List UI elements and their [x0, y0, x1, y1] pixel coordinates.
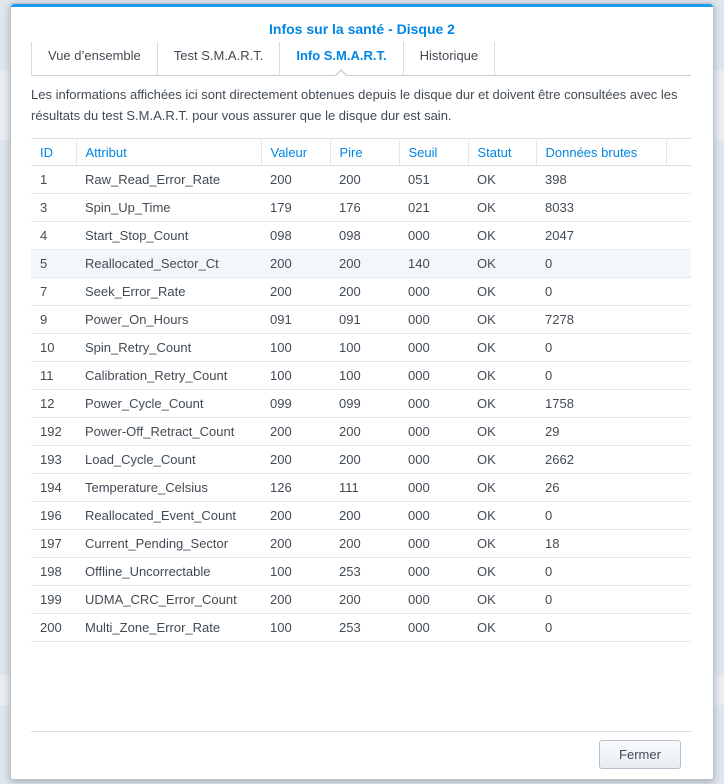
- cell-raw-data: 0: [536, 614, 666, 642]
- cell-status: OK: [468, 194, 536, 222]
- header-col-id[interactable]: ID: [31, 139, 76, 166]
- cell-worst: 176: [330, 194, 399, 222]
- cell-attribute: Calibration_Retry_Count: [76, 362, 261, 390]
- cell-attribute: Reallocated_Sector_Ct: [76, 250, 261, 278]
- cell-status: OK: [468, 586, 536, 614]
- cell-threshold: 000: [399, 586, 468, 614]
- cell-status: OK: [468, 474, 536, 502]
- cell-id: 4: [31, 222, 76, 250]
- cell-attribute: Temperature_Celsius: [76, 474, 261, 502]
- cell-id: 9: [31, 306, 76, 334]
- header-col-threshold[interactable]: Seuil: [399, 139, 468, 166]
- cell-threshold: 000: [399, 306, 468, 334]
- smart-table-container: [31, 138, 691, 642]
- cell-value: 091: [261, 306, 330, 334]
- cell-spacer: [666, 502, 691, 530]
- cell-worst: 200: [330, 530, 399, 558]
- cell-raw-data: 0: [536, 278, 666, 306]
- table-row[interactable]: [31, 586, 691, 614]
- cell-threshold: 000: [399, 614, 468, 642]
- cell-raw-data: 0: [536, 334, 666, 362]
- cell-attribute: Power-Off_Retract_Count: [76, 418, 261, 446]
- cell-value: 126: [261, 474, 330, 502]
- cell-value: 100: [261, 334, 330, 362]
- cell-raw-data: 398: [536, 166, 666, 194]
- cell-value: 100: [261, 362, 330, 390]
- cell-raw-data: 0: [536, 586, 666, 614]
- header-spacer: [666, 139, 691, 166]
- cell-status: OK: [468, 166, 536, 194]
- cell-spacer: [666, 586, 691, 614]
- cell-value: 200: [261, 446, 330, 474]
- table-row[interactable]: [31, 558, 691, 586]
- cell-status: OK: [468, 334, 536, 362]
- cell-worst: 100: [330, 334, 399, 362]
- cell-value: 098: [261, 222, 330, 250]
- cell-spacer: [666, 278, 691, 306]
- cell-spacer: [666, 306, 691, 334]
- cell-spacer: [666, 530, 691, 558]
- cell-threshold: 000: [399, 418, 468, 446]
- cell-attribute: UDMA_CRC_Error_Count: [76, 586, 261, 614]
- cell-id: 194: [31, 474, 76, 502]
- cell-raw-data: 26: [536, 474, 666, 502]
- table-row[interactable]: [31, 362, 691, 390]
- cell-worst: 253: [330, 558, 399, 586]
- cell-value: 200: [261, 250, 330, 278]
- table-row[interactable]: [31, 222, 691, 250]
- cell-attribute: Seek_Error_Rate: [76, 278, 261, 306]
- cell-id: 10: [31, 334, 76, 362]
- cell-value: 200: [261, 530, 330, 558]
- cell-value: 200: [261, 418, 330, 446]
- cell-attribute: Raw_Read_Error_Rate: [76, 166, 261, 194]
- cell-spacer: [666, 222, 691, 250]
- cell-id: 199: [31, 586, 76, 614]
- cell-attribute: Multi_Zone_Error_Rate: [76, 614, 261, 642]
- cell-attribute: Power_On_Hours: [76, 306, 261, 334]
- cell-id: 198: [31, 558, 76, 586]
- cell-raw-data: 2662: [536, 446, 666, 474]
- cell-threshold: 000: [399, 390, 468, 418]
- cell-worst: 111: [330, 474, 399, 502]
- header-col-worst[interactable]: Pire: [330, 139, 399, 166]
- cell-status: OK: [468, 502, 536, 530]
- table-row[interactable]: [31, 334, 691, 362]
- cell-raw-data: 1758: [536, 390, 666, 418]
- cell-spacer: [666, 166, 691, 194]
- tab-smart-test[interactable]: Test S.M.A.R.T.: [158, 42, 281, 75]
- cell-spacer: [666, 418, 691, 446]
- cell-value: 100: [261, 558, 330, 586]
- cell-spacer: [666, 334, 691, 362]
- cell-spacer: [666, 194, 691, 222]
- cell-status: OK: [468, 306, 536, 334]
- header-col-attribute[interactable]: Attribut: [76, 139, 261, 166]
- cell-worst: 200: [330, 446, 399, 474]
- cell-threshold: 000: [399, 334, 468, 362]
- cell-worst: 200: [330, 418, 399, 446]
- description-text: Les informations affichées ici sont directement obtenues depuis le disque dur et doivent être consultées avec les résultats du test S.M.A.R.T. pour vous assurer que le disque dur est sain.: [31, 87, 678, 123]
- cell-spacer: [666, 362, 691, 390]
- cell-attribute: Offline_Uncorrectable: [76, 558, 261, 586]
- cell-id: 200: [31, 614, 76, 642]
- cell-status: OK: [468, 530, 536, 558]
- cell-threshold: 051: [399, 166, 468, 194]
- cell-id: 1: [31, 166, 76, 194]
- table-row[interactable]: [31, 474, 691, 502]
- cell-worst: 200: [330, 166, 399, 194]
- cell-threshold: 000: [399, 446, 468, 474]
- table-row[interactable]: [31, 614, 691, 642]
- cell-threshold: 000: [399, 222, 468, 250]
- cell-value: 179: [261, 194, 330, 222]
- cell-spacer: [666, 250, 691, 278]
- tab-bar: [31, 42, 691, 76]
- header-col-value[interactable]: Valeur: [261, 139, 330, 166]
- table-row[interactable]: [31, 278, 691, 306]
- table-header-row: [31, 139, 691, 166]
- close-button[interactable]: Fermer: [599, 740, 681, 769]
- cell-threshold: 000: [399, 362, 468, 390]
- cell-spacer: [666, 558, 691, 586]
- cell-status: OK: [468, 558, 536, 586]
- cell-id: 196: [31, 502, 76, 530]
- cell-worst: 099: [330, 390, 399, 418]
- cell-value: 099: [261, 390, 330, 418]
- cell-status: OK: [468, 222, 536, 250]
- tab-history[interactable]: Historique: [404, 42, 496, 75]
- cell-raw-data: 0: [536, 250, 666, 278]
- cell-status: OK: [468, 362, 536, 390]
- dialog-title: Infos sur la santé - Disque 2: [11, 4, 713, 40]
- table-row[interactable]: [31, 166, 691, 194]
- cell-value: 200: [261, 502, 330, 530]
- cell-attribute: Current_Pending_Sector: [76, 530, 261, 558]
- cell-spacer: [666, 446, 691, 474]
- cell-threshold: 021: [399, 194, 468, 222]
- cell-value: 200: [261, 278, 330, 306]
- cell-status: OK: [468, 418, 536, 446]
- smart-attributes-table: [31, 138, 691, 642]
- cell-status: OK: [468, 614, 536, 642]
- cell-raw-data: 2047: [536, 222, 666, 250]
- table-row[interactable]: [31, 418, 691, 446]
- cell-id: 192: [31, 418, 76, 446]
- cell-status: OK: [468, 390, 536, 418]
- cell-status: OK: [468, 278, 536, 306]
- health-info-dialog: [10, 3, 714, 780]
- cell-raw-data: 0: [536, 502, 666, 530]
- cell-raw-data: 0: [536, 362, 666, 390]
- cell-threshold: 140: [399, 250, 468, 278]
- tab-overview[interactable]: Vue d’ensemble: [31, 42, 158, 75]
- cell-threshold: 000: [399, 502, 468, 530]
- table-row[interactable]: [31, 306, 691, 334]
- tab-smart-info[interactable]: Info S.M.A.R.T.: [280, 42, 403, 75]
- cell-attribute: Power_Cycle_Count: [76, 390, 261, 418]
- cell-worst: 200: [330, 502, 399, 530]
- cell-raw-data: 29: [536, 418, 666, 446]
- cell-raw-data: 18: [536, 530, 666, 558]
- cell-raw-data: 7278: [536, 306, 666, 334]
- cell-worst: 200: [330, 278, 399, 306]
- cell-spacer: [666, 390, 691, 418]
- cell-status: OK: [468, 446, 536, 474]
- cell-id: 3: [31, 194, 76, 222]
- table-body: [31, 166, 691, 642]
- cell-threshold: 000: [399, 474, 468, 502]
- table-row[interactable]: [31, 446, 691, 474]
- cell-attribute: Reallocated_Event_Count: [76, 502, 261, 530]
- header-col-status[interactable]: Statut: [468, 139, 536, 166]
- cell-attribute: Load_Cycle_Count: [76, 446, 261, 474]
- cell-attribute: Spin_Up_Time: [76, 194, 261, 222]
- cell-worst: 100: [330, 362, 399, 390]
- footer-divider: [31, 731, 691, 732]
- cell-threshold: 000: [399, 530, 468, 558]
- cell-worst: 200: [330, 250, 399, 278]
- cell-worst: 253: [330, 614, 399, 642]
- cell-id: 11: [31, 362, 76, 390]
- cell-spacer: [666, 474, 691, 502]
- cell-worst: 098: [330, 222, 399, 250]
- cell-id: 7: [31, 278, 76, 306]
- cell-threshold: 000: [399, 278, 468, 306]
- cell-value: 100: [261, 614, 330, 642]
- table-row[interactable]: [31, 250, 691, 278]
- table-row[interactable]: [31, 502, 691, 530]
- cell-raw-data: 8033: [536, 194, 666, 222]
- cell-id: 193: [31, 446, 76, 474]
- cell-id: 197: [31, 530, 76, 558]
- cell-worst: 200: [330, 586, 399, 614]
- cell-raw-data: 0: [536, 558, 666, 586]
- cell-attribute: Start_Stop_Count: [76, 222, 261, 250]
- cell-threshold: 000: [399, 558, 468, 586]
- cell-value: 200: [261, 166, 330, 194]
- cell-status: OK: [468, 250, 536, 278]
- table-row[interactable]: [31, 390, 691, 418]
- cell-id: 5: [31, 250, 76, 278]
- header-col-raw-data[interactable]: Données brutes: [536, 139, 666, 166]
- table-row[interactable]: [31, 530, 691, 558]
- cell-attribute: Spin_Retry_Count: [76, 334, 261, 362]
- table-row[interactable]: [31, 194, 691, 222]
- cell-value: 200: [261, 586, 330, 614]
- cell-worst: 091: [330, 306, 399, 334]
- cell-spacer: [666, 614, 691, 642]
- cell-id: 12: [31, 390, 76, 418]
